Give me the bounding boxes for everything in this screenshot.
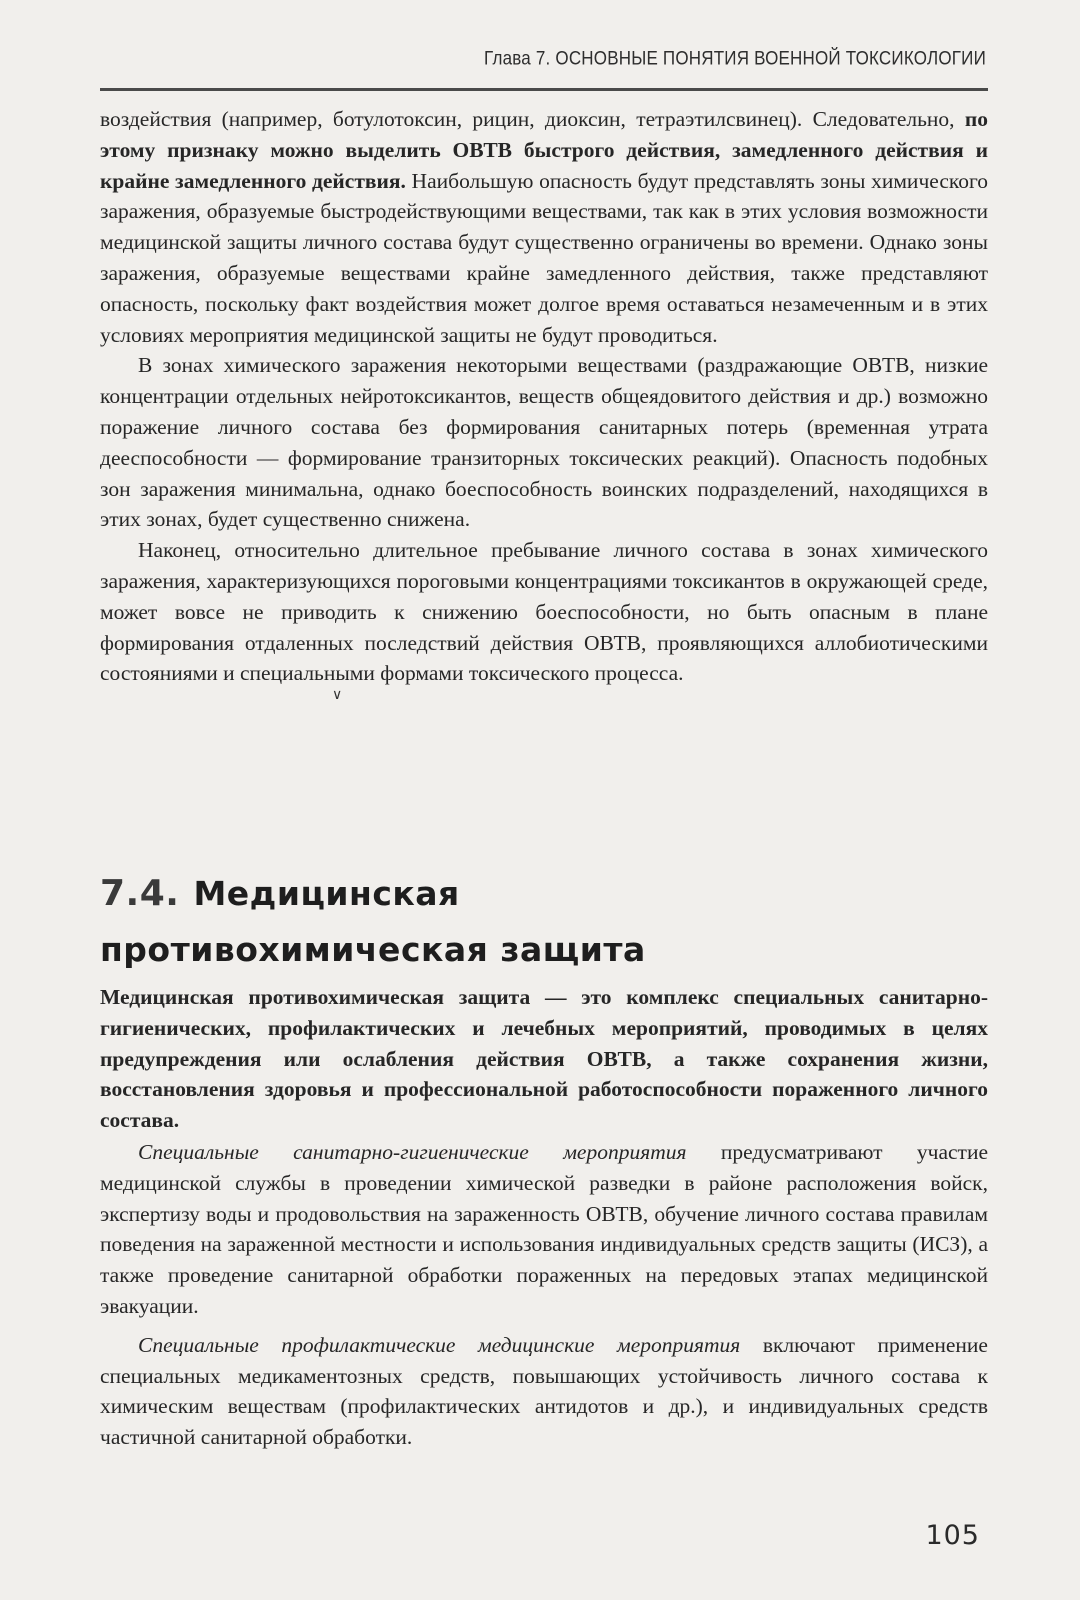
body-text-bottom xyxy=(100,1137,988,1453)
paragraph-1 xyxy=(100,104,988,350)
section-mark: ∨ xyxy=(332,688,343,704)
paragraph-1-emphasis: по этому признаку можно выделить ОВТВ быстрого действия, замедленного действия и крайне замедленного действия. xyxy=(100,107,988,193)
paragraph-4-text: предусматривают участие медицинской службы в проведении химической разведки в районе расположения войск, экспертизу воды и продовольствия на зараженность ОВТВ, обучение личного состава правилам поведения на зараженной местности и использования индивидуальных средств защиты (ИСЗ), а также проведение санитарной обработки пораженных на передовых этапах медицинской эвакуации. xyxy=(100,1140,988,1318)
page-number: 105 xyxy=(925,1520,980,1551)
definition-paragraph: Медицинская противохимическая защита — это комплекс специальных санитарно-гигиенических, профилактических и лечебных мероприятий, проводимых в целях предупреждения или ослабления действия ОВТВ, а также сохранения жизни, восстановления здоровья и профессиональной работоспособности пораженного личного состава. xyxy=(100,985,988,1133)
paragraph-4 xyxy=(100,1137,988,1322)
paragraph-1-text-a: воздействия (например, ботулотоксин, рицин, диоксин, тетраэтилсвинец). Следовательно, xyxy=(100,107,965,131)
section-title-line-1: Медицинская xyxy=(193,874,460,913)
paragraph-2: В зонах химического заражения некоторыми веществами (раздражающие ОВТВ, низкие концентрации отдельных нейротоксикантов, веществ общеядовитого действия и др.) возможно поражение личного состава без формирования санитарных потерь (временная утрата дееспособности — формирование транзиторных токсических реакций). Опасность подобных зон заражения минимальна, однако боеспособность воинских подразделений, находящихся в этих зонах, будет существенно снижена. xyxy=(100,353,988,532)
paragraph-5 xyxy=(100,1330,988,1453)
section-title-line-2: противохимическая защита xyxy=(100,930,646,969)
section-heading-line-1 xyxy=(100,866,988,922)
body-text-top xyxy=(100,104,988,709)
header-rule xyxy=(100,88,988,91)
section-heading xyxy=(100,866,988,978)
running-head: Глава 7. ОСНОВНЫЕ ПОНЯТИЯ ВОЕННОЙ ТОКСИКОЛОГИИ xyxy=(484,47,986,69)
paragraph-5-text: включают применение специальных медикаментозных средств, повышающих устойчивость личного состава к химическим веществам (профилактических антидотов и др.), и индивидуальных средств частичной санитарной обработки. xyxy=(100,1332,988,1450)
paragraph-3: Наконец, относительно длительное пребывание личного состава в зонах химического заражения, характеризующихся пороговыми концентрациями токсикантов в окружающей среде, может вовсе не приводить к снижению боеспособности, но быть опасным в плане формирования отдаленных последствий действия ОВТВ, проявляющихся аллобиотическими состояниями и специальными формами токсического процесса. xyxy=(100,538,988,686)
paragraph-5-term: Специальные профилактические медицинские мероприятия xyxy=(138,1332,741,1357)
section-number: 7.4. xyxy=(100,873,180,914)
paragraph-4-term: Специальные санитарно-гигиенические мероприятия xyxy=(138,1140,687,1164)
section-heading-line-2 xyxy=(100,922,988,978)
paragraph-1-text-b: Наибольшую опасность будут представлять зоны химического заражения, образуемые быстродействующими веществами, так как в этих условия возможности медицинской защиты личного состава будут существенно ограничены во времени. Однако зоны заражения, образуемые веществами крайне замедленного действия, также представляют опасность, поскольку факт воздействия может долгое время оставаться незамеченным и в этих условиях мероприятия медицинской защиты не будут проводиться. xyxy=(100,168,989,347)
